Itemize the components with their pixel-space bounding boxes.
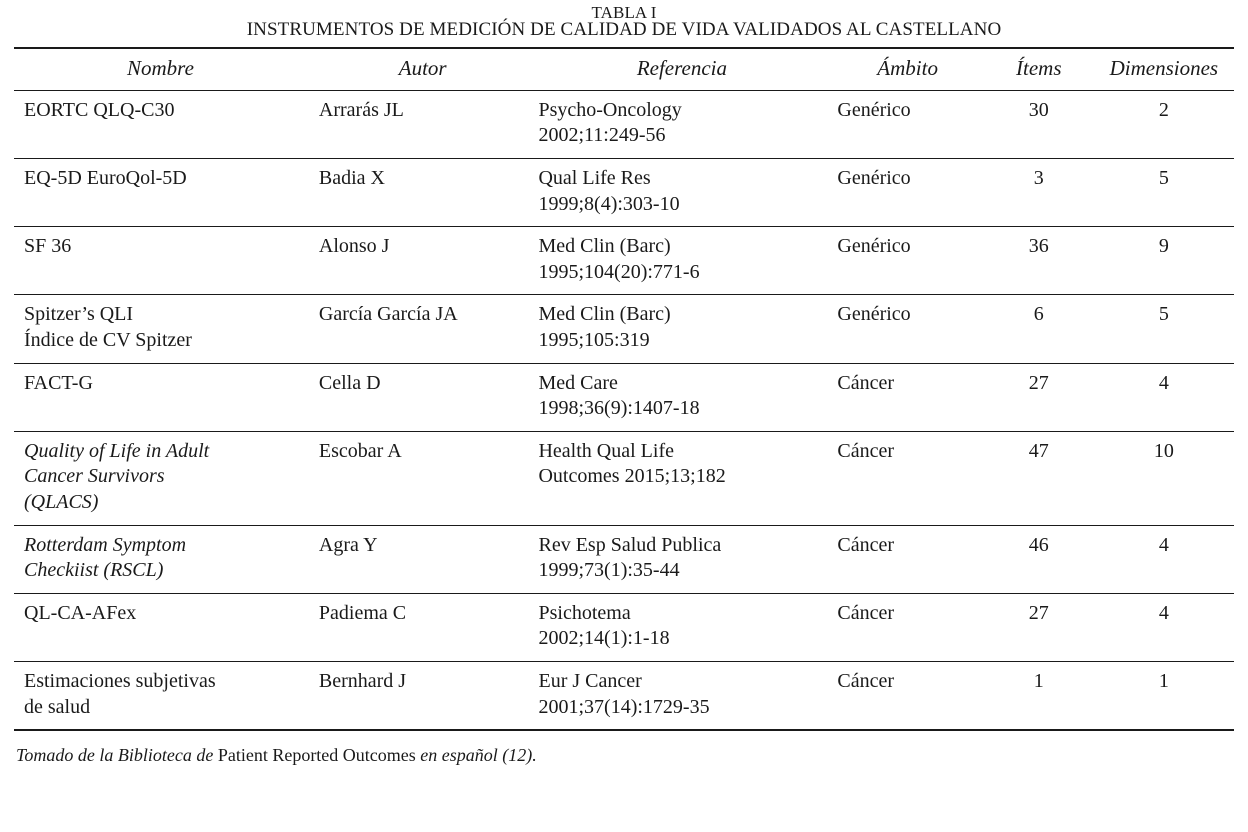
referencia-citation: 2002;11:249-56 bbox=[538, 124, 666, 147]
column-header-ambito: Ámbito bbox=[877, 55, 938, 80]
cell-dimensiones: 5 bbox=[1158, 167, 1169, 190]
column-header-nombre: Nombre bbox=[127, 55, 194, 80]
footnote-part-2: Patient Reported Outcomes bbox=[217, 745, 421, 766]
cell-dimensiones: 4 bbox=[1158, 371, 1169, 394]
referencia-citation: 1998;36(9):1407-18 bbox=[538, 397, 700, 420]
cell-items: 36 bbox=[1028, 235, 1049, 258]
cell-ambito: Genérico bbox=[837, 167, 911, 190]
cell-nombre: QL-CA-AFex bbox=[24, 601, 137, 624]
cell-referencia bbox=[532, 525, 831, 593]
cell-referencia bbox=[532, 295, 831, 363]
cell-autor: Cella D bbox=[318, 371, 381, 394]
table-body bbox=[14, 90, 1234, 730]
referencia-source: Psichotema bbox=[538, 601, 631, 624]
table-number: TABLA I bbox=[591, 3, 657, 22]
table-row bbox=[14, 593, 1234, 661]
column-header-items: Ítems bbox=[1016, 55, 1062, 80]
table-row bbox=[14, 90, 1234, 158]
cell-nombre: Rotterdam Symptom Checkiist (RSCL) bbox=[24, 533, 187, 582]
referencia-citation: Outcomes 2015;13;182 bbox=[538, 465, 726, 488]
cell-items: 27 bbox=[1028, 601, 1049, 624]
cell-ambito: Cáncer bbox=[837, 439, 895, 462]
table-caption bbox=[14, 4, 1234, 41]
cell-ambito: Genérico bbox=[837, 235, 911, 258]
cell-nombre: FACT-G bbox=[24, 371, 93, 394]
table-row bbox=[14, 431, 1234, 525]
cell-autor: Agra Y bbox=[318, 533, 378, 556]
cell-dimensiones: 4 bbox=[1158, 601, 1169, 624]
footnote-part-1: Tomado de la Biblioteca de bbox=[16, 745, 218, 766]
referencia-citation: 1999;8(4):303-10 bbox=[538, 192, 680, 215]
referencia-source: Eur J Cancer bbox=[538, 669, 642, 692]
table-header-row bbox=[14, 48, 1234, 91]
cell-items: 46 bbox=[1028, 533, 1049, 556]
referencia-source: Rev Esp Salud Publica bbox=[538, 533, 722, 556]
referencia-source: Med Care bbox=[538, 371, 618, 394]
table-row bbox=[14, 525, 1234, 593]
cell-nombre: SF 36 bbox=[24, 235, 72, 258]
cell-autor: Padiema C bbox=[318, 601, 407, 624]
cell-referencia bbox=[532, 227, 831, 295]
cell-ambito: Genérico bbox=[837, 98, 911, 121]
cell-dimensiones: 1 bbox=[1158, 669, 1169, 692]
cell-items: 27 bbox=[1028, 371, 1049, 394]
footnote-part-3: en español (12). bbox=[420, 745, 537, 766]
cell-referencia bbox=[532, 159, 831, 227]
cell-ambito: Cáncer bbox=[837, 669, 895, 692]
cell-ambito: Cáncer bbox=[837, 601, 895, 624]
cell-referencia bbox=[532, 593, 831, 661]
cell-nombre: Spitzer’s QLI Índice de CV Spitzer bbox=[24, 303, 192, 352]
cell-autor: Bernhard J bbox=[318, 669, 407, 692]
table-row bbox=[14, 159, 1234, 227]
table-footnote bbox=[14, 745, 1234, 767]
referencia-citation: 1995;104(20):771-6 bbox=[538, 260, 700, 283]
column-header-autor: Autor bbox=[398, 55, 447, 80]
table-row bbox=[14, 227, 1234, 295]
cell-dimensiones: 9 bbox=[1158, 235, 1169, 258]
cell-ambito: Cáncer bbox=[837, 533, 895, 556]
cell-autor: Escobar A bbox=[318, 439, 402, 462]
cell-referencia bbox=[532, 661, 831, 730]
instruments-table bbox=[14, 47, 1234, 731]
cell-dimensiones: 2 bbox=[1158, 98, 1169, 121]
cell-nombre: EQ-5D EuroQol-5D bbox=[24, 167, 187, 190]
referencia-source: Psycho-Oncology bbox=[538, 98, 682, 121]
cell-nombre: EORTC QLQ-C30 bbox=[24, 98, 175, 121]
cell-referencia bbox=[532, 431, 831, 525]
cell-items: 1 bbox=[1033, 669, 1044, 692]
referencia-source: Qual Life Res bbox=[538, 167, 651, 190]
cell-items: 30 bbox=[1028, 98, 1049, 121]
referencia-source: Health Qual Life bbox=[538, 439, 674, 462]
cell-dimensiones: 10 bbox=[1153, 439, 1174, 462]
table-title: INSTRUMENTOS DE MEDICIÓN DE CALIDAD DE VIDA VALIDADOS AL CASTELLANO bbox=[246, 19, 1002, 41]
cell-items: 47 bbox=[1028, 439, 1049, 462]
cell-autor: Badia X bbox=[318, 167, 385, 190]
table-row bbox=[14, 363, 1234, 431]
referencia-source: Med Clin (Barc) bbox=[538, 235, 671, 258]
cell-referencia bbox=[532, 363, 831, 431]
referencia-citation: 1995;105:319 bbox=[538, 329, 650, 352]
cell-dimensiones: 4 bbox=[1158, 533, 1169, 556]
column-header-referencia: Referencia bbox=[636, 55, 728, 80]
cell-dimensiones: 5 bbox=[1158, 303, 1169, 326]
cell-ambito: Cáncer bbox=[837, 371, 895, 394]
referencia-citation: 2001;37(14):1729-35 bbox=[538, 695, 710, 718]
table-row bbox=[14, 661, 1234, 730]
column-header-dimensiones: Dimensiones bbox=[1109, 55, 1219, 80]
table-row bbox=[14, 295, 1234, 363]
cell-referencia bbox=[532, 90, 831, 158]
cell-autor: García García JA bbox=[318, 303, 458, 326]
cell-nombre: Quality of Life in Adult Cancer Survivors (QLACS) bbox=[24, 439, 210, 513]
referencia-citation: 1999;73(1):35-44 bbox=[538, 559, 680, 582]
cell-items: 3 bbox=[1033, 167, 1044, 190]
referencia-citation: 2002;14(1):1-18 bbox=[538, 627, 670, 650]
table-header bbox=[14, 48, 1234, 91]
cell-nombre: Estimaciones subjetivas de salud bbox=[24, 669, 216, 718]
cell-items: 6 bbox=[1033, 303, 1044, 326]
cell-autor: Arrarás JL bbox=[318, 98, 404, 121]
cell-ambito: Genérico bbox=[837, 303, 911, 326]
cell-autor: Alonso J bbox=[318, 235, 390, 258]
referencia-source: Med Clin (Barc) bbox=[538, 303, 671, 326]
